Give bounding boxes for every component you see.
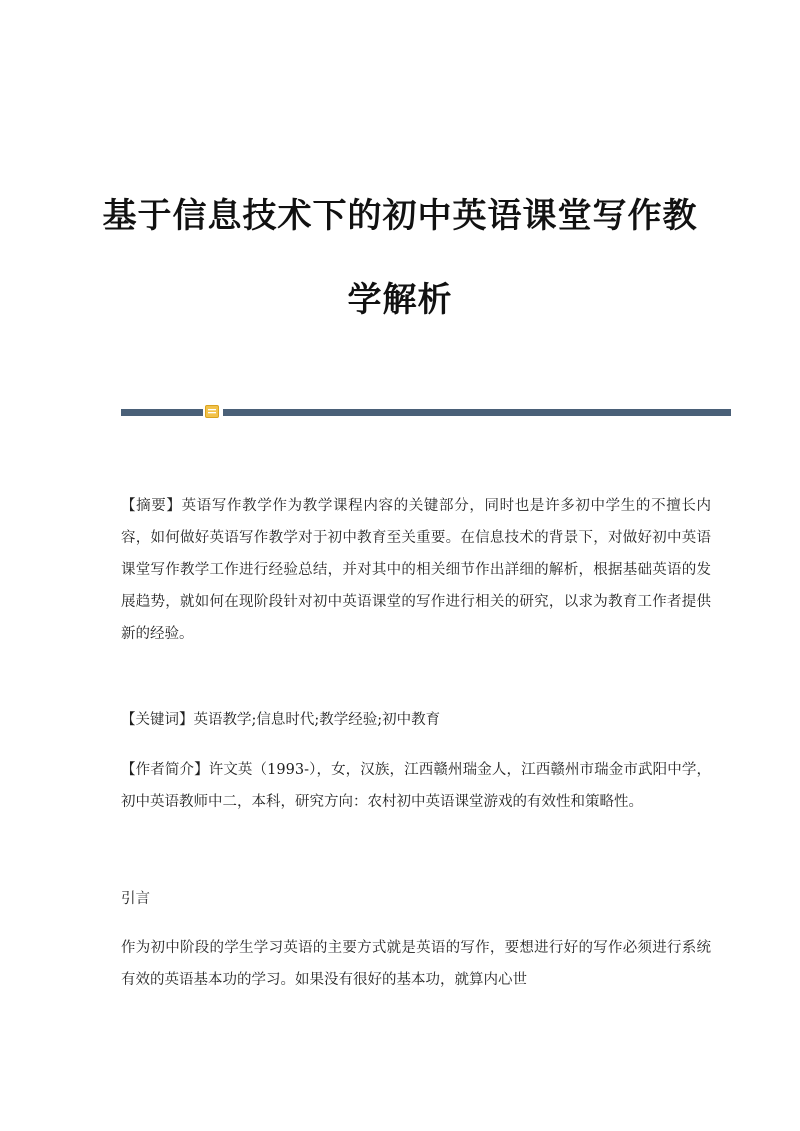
- intro-heading: 引言: [121, 891, 150, 907]
- title-divider-left: [121, 409, 203, 416]
- document-title-line-2: 学解析: [347, 280, 453, 320]
- intro-paragraph: 作为初中阶段的学生学习英语的主要方式就是英语的写作，要想进行好的写作必须进行系统有效的英语基本功的学习。如果没有很好的基本功，就算内心世: [121, 940, 711, 988]
- abstract-paragraph: [121, 490, 711, 650]
- document-title-line-1: 基于信息技术下的初中英语课堂写作教: [102, 196, 698, 236]
- abstract-text: 英语写作教学作为教学课程内容的关键部分，同时也是许多初中学生的不擅长内容，如何做好英语写作教学对于初中教育至关重要。在信息技术的背景下，对做好初中英语课堂写作教学工作进行经验总结，并对其中的相关细节作出詳细的解析，根据基础英语的发展趋势，就如何在现阶段针对初中英语课堂的写作进行相关的研究，以求为教育工作者提供新的经验。: [121, 498, 712, 642]
- keywords-text: 英语教学;信息时代;教学经验;初中教育: [193, 712, 441, 728]
- author-label: 【作者简介】: [121, 762, 209, 778]
- author-paragraph: [121, 754, 711, 818]
- keywords-paragraph: [121, 704, 711, 736]
- keywords-label: 【关键词】: [121, 712, 194, 728]
- author-text: 许文英（1993-），女，汉族，江西赣州瑞金人，江西赣州市瑞金市武阳中学，初中英语教师中二，本科，研究方向：农村初中英语课堂游戏的有效性和策略性。: [121, 762, 711, 810]
- document-icon: [205, 405, 219, 418]
- abstract-label: 【摘要】: [121, 498, 182, 514]
- title-divider-right: [223, 409, 731, 416]
